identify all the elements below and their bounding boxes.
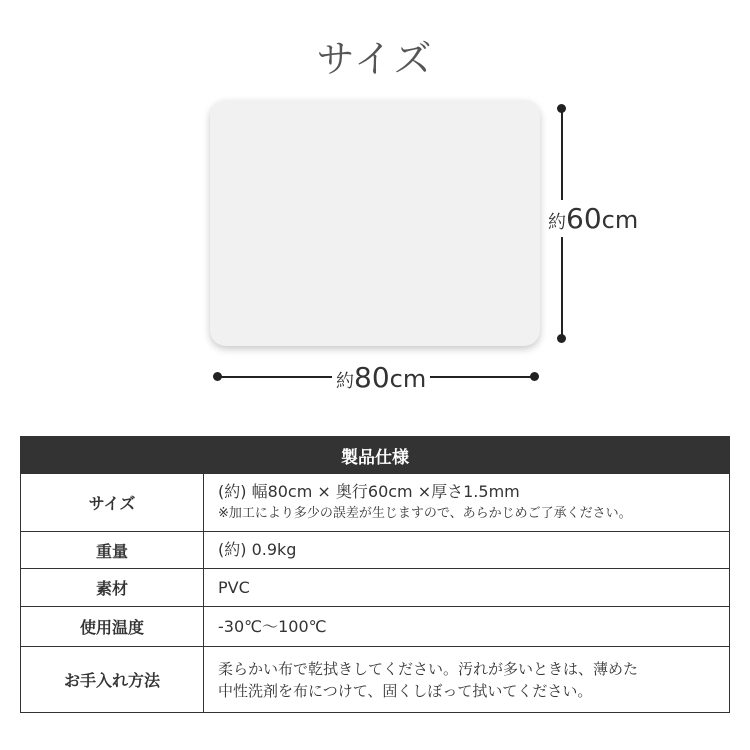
spec-header-row <box>21 437 730 474</box>
height-approx: 約 <box>548 212 566 233</box>
spec-care-line-2: 中性洗剤を布につけて、固くしぼって拭いてください。 <box>218 681 593 700</box>
height-bottom-dot <box>557 334 566 343</box>
spec-label-material: 素材 <box>21 569 204 607</box>
table-row <box>21 647 730 713</box>
spec-table <box>20 436 730 713</box>
spec-size-note: ※加工により多少の誤差が生じますので、あらかじめご了承ください。 <box>218 505 632 521</box>
spec-label-temperature: 使用温度 <box>21 607 204 647</box>
spec-label-size: サイズ <box>21 474 204 532</box>
height-top-dot <box>557 104 566 113</box>
spec-size-text: (約) 幅80cm × 奥行60cm ×厚さ1.5mm <box>218 481 520 501</box>
width-value: 80 <box>354 361 390 394</box>
table-row <box>21 532 730 569</box>
table-row <box>21 607 730 647</box>
height-value: 60 <box>566 202 602 235</box>
table-row <box>21 569 730 607</box>
page-title: サイズ <box>316 37 434 81</box>
spec-value-care <box>204 647 730 713</box>
width-unit: cm <box>389 365 427 393</box>
spec-care-line-1: 柔らかい布で乾拭きしてください。汚れが多いときは、薄めた <box>218 659 639 678</box>
spec-value-size <box>204 474 730 532</box>
mat-illustration <box>210 100 540 346</box>
width-dimension-label <box>332 361 430 394</box>
height-dimension-label <box>548 200 638 237</box>
spec-label-care: お手入れ方法 <box>21 647 204 713</box>
spec-header: 製品仕様 <box>21 437 730 474</box>
width-left-dot <box>213 372 222 381</box>
width-approx: 約 <box>336 371 354 392</box>
table-row <box>21 474 730 532</box>
spec-value-temperature: -30℃～100℃ <box>204 607 730 647</box>
width-right-dot <box>530 372 539 381</box>
spec-label-weight: 重量 <box>21 532 204 569</box>
spec-value-material: PVC <box>204 569 730 607</box>
height-unit: cm <box>601 206 639 234</box>
spec-value-weight: (約) 0.9kg <box>204 532 730 569</box>
